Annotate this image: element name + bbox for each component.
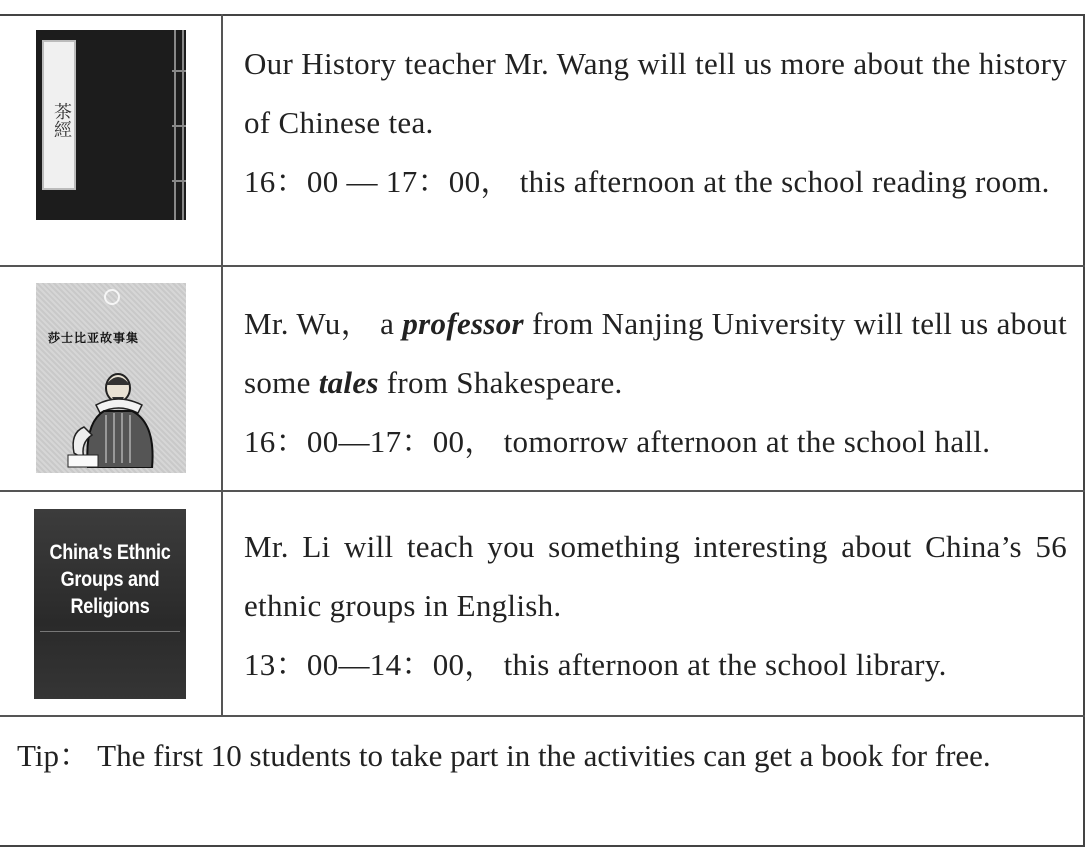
- tea-classic-book-cover: [36, 30, 186, 220]
- activity-description: Our History teacher Mr. Wang will tell us more about the history of Chinese tea.: [244, 46, 1067, 140]
- description-part: from Shakespeare.: [378, 365, 623, 400]
- cover-title: China's Ethnic Groups and Religions: [49, 541, 171, 618]
- shakespeare-figure-icon: [66, 363, 166, 468]
- text-cell: [244, 491, 1067, 694]
- text-cell: [244, 14, 1067, 211]
- tip-text: Tip： The first 10 students to take part in the activities can get a book for free.: [17, 738, 991, 773]
- description-part: from Nanjing University will tell us about some: [244, 306, 1067, 400]
- activity-time-place: 13：00—14：00， this afternoon at the school library.: [244, 647, 947, 682]
- cover-title: 莎士比亚故事集: [48, 331, 140, 345]
- activity-time-place: 16：00—17：00， tomorrow afternoon at the school hall.: [244, 424, 991, 459]
- text-cell: [244, 266, 1067, 471]
- activity-description: [244, 294, 1067, 412]
- ethnic-groups-book-cover: [34, 509, 186, 699]
- cover-title: 茶經: [42, 40, 76, 190]
- keyword-tales: tales: [318, 365, 379, 400]
- tip-row: [0, 716, 1085, 847]
- shakespeare-book-cover: [36, 283, 186, 473]
- activity-description: Mr. Li will teach you something interesting about China’s 56 ethnic groups in English.: [244, 529, 1067, 623]
- activity-time-place: 16：00 — 17：00， this afternoon at the school reading room.: [244, 164, 1050, 199]
- keyword-professor: professor: [402, 306, 524, 341]
- description-part: Mr. Wu， a: [244, 306, 403, 341]
